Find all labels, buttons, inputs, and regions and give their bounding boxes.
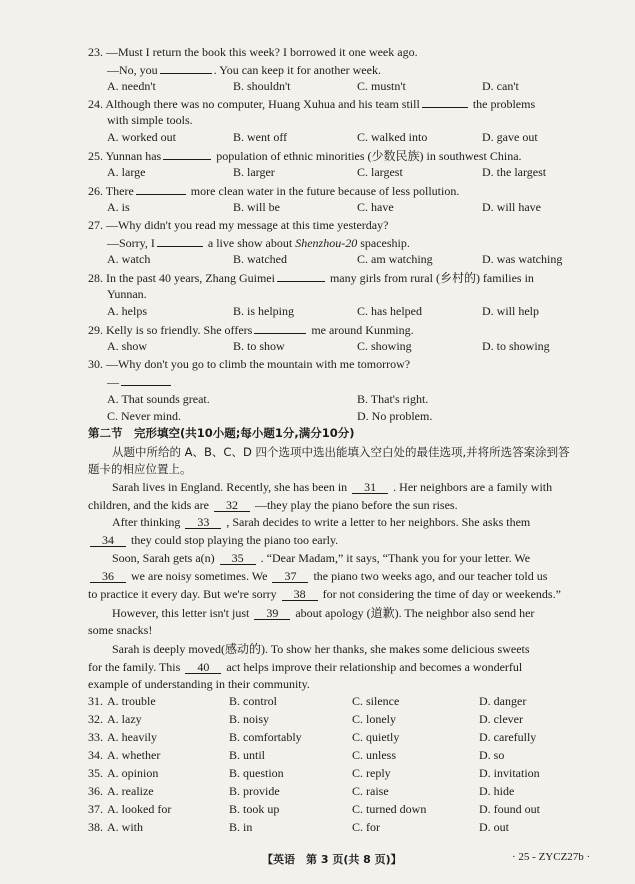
choice-option: A. lazy (107, 712, 142, 726)
question-number: 28. (88, 271, 103, 285)
choice-option: A. looked for (107, 802, 172, 816)
option-d: D. will have (482, 200, 541, 214)
cloze-blank: 39 (254, 607, 290, 620)
passage-text: Sarah lives in England. Recently, she has been in (112, 480, 348, 494)
passage-line (88, 623, 152, 638)
question-number: 23. (88, 45, 103, 59)
question-text: population of ethnic minorities (少数民族) in southwest China. (216, 149, 522, 163)
choice-option: A. with (107, 820, 143, 834)
section-instruction: 题卡的相应位置上。 (88, 462, 192, 476)
question-text: Although there was no computer, Huang Xuhua and his team still (105, 97, 420, 111)
option-b: B. shouldn't (233, 79, 291, 93)
question-text: — (107, 375, 119, 389)
answer-blank (163, 148, 211, 160)
section-title: 第二节 完形填空(共10小题;每小题1分,满分10分) (88, 426, 355, 440)
option-a: A. large (107, 165, 146, 179)
choice-number: 33. (88, 730, 103, 744)
passage-text: Sarah is deeply moved(感动的). To show her thanks, she makes some delicious sweets (112, 642, 530, 656)
option-c: C. mustn't (357, 79, 406, 93)
passage-line (88, 533, 338, 548)
answer-blank (121, 374, 171, 386)
passage-text: —they play the piano before the sun rises. (254, 498, 458, 512)
question-text: me around Kunming. (311, 323, 414, 337)
answer-blank (422, 96, 468, 108)
passage-line (88, 569, 547, 584)
choice-option: B. in (229, 820, 253, 834)
question-number: 26. (88, 184, 103, 198)
choice-option: D. carefully (479, 730, 537, 744)
option-d: D. to showing (482, 339, 550, 353)
passage-text: to practice it every day. But we're sorry (88, 587, 277, 601)
choice-option: C. silence (352, 694, 400, 708)
question-text: There (105, 184, 134, 198)
passage-text: for the family. This (88, 660, 181, 674)
question-23-line2 (107, 62, 381, 78)
choice-option: A. trouble (107, 694, 156, 708)
cloze-blank: 35 (220, 552, 256, 565)
choice-number: 37. (88, 802, 103, 816)
passage-text: the piano two weeks ago, and our teacher told us (313, 569, 548, 583)
question-text: Yunnan has (105, 149, 162, 163)
passage-line (112, 551, 530, 566)
passage-text: some snacks! (88, 623, 153, 637)
passage-text: they could stop playing the piano too early. (131, 533, 339, 547)
cloze-blank: 31 (352, 481, 388, 494)
passage-text: . Her neighbors are a family with (393, 480, 553, 494)
option-c: C. have (357, 200, 394, 214)
question-25 (88, 148, 522, 164)
choice-option: B. control (229, 694, 277, 708)
passage-text: However, this letter isn't just (112, 606, 250, 620)
answer-blank (157, 235, 203, 247)
choice-option: C. turned down (352, 802, 427, 816)
choice-number: 32. (88, 712, 103, 726)
cloze-blank: 36 (90, 570, 126, 583)
choice-number: 35. (88, 766, 103, 780)
choice-option: C. raise (352, 784, 389, 798)
option-c: C. showing (357, 339, 412, 353)
cloze-blank: 34 (90, 534, 126, 547)
option-d: D. No problem. (357, 409, 433, 423)
choice-number: 36. (88, 784, 103, 798)
answer-blank (160, 62, 212, 74)
question-number: 30. (88, 357, 103, 371)
choice-option: D. clever (479, 712, 523, 726)
option-b: B. is helping (233, 304, 295, 318)
option-a: A. worked out (107, 130, 176, 144)
option-d: D. will help (482, 304, 539, 318)
choice-option: A. whether (107, 748, 161, 762)
passage-text: example of understanding in their community. (88, 677, 310, 691)
option-c: C. has helped (357, 304, 422, 318)
choice-option: D. danger (479, 694, 527, 708)
cloze-blank: 32 (214, 499, 250, 512)
choice-option: C. reply (352, 766, 391, 780)
question-text: Yunnan. (107, 287, 147, 301)
cloze-blank: 37 (272, 570, 308, 583)
exam-code: · 25 - ZYCZ27b · (512, 851, 591, 863)
choice-option: A. opinion (107, 766, 159, 780)
question-24 (88, 96, 535, 112)
passage-line (88, 660, 522, 675)
question-30-line2 (107, 374, 173, 390)
choice-option: D. invitation (479, 766, 540, 780)
choice-option: C. quietly (352, 730, 400, 744)
option-b: B. to show (233, 339, 285, 353)
question-number: 29. (88, 323, 103, 337)
option-b: B. will be (233, 200, 280, 214)
question-number: 24. (88, 97, 103, 111)
choice-option: B. question (229, 766, 284, 780)
passage-text: act helps improve their relationship and becomes a wonderful (226, 660, 523, 674)
answer-blank (277, 270, 325, 282)
question-text: spaceship. (360, 236, 410, 250)
question-text-italic: Shenzhou-20 (295, 236, 358, 250)
choice-option: A. realize (107, 784, 154, 798)
passage-text: . “Dear Madam,” it says, “Thank you for your letter. We (260, 551, 531, 565)
question-text: —No, you (107, 63, 158, 77)
passage-text: about apology (道歉). The neighbor also send her (295, 606, 535, 620)
question-text: a live show about (207, 236, 293, 250)
question-text: —Must I return the book this week? I borrowed it one week ago. (106, 45, 418, 59)
option-a: A. watch (107, 252, 151, 266)
option-a: A. That sounds great. (107, 392, 210, 406)
passage-line (88, 677, 310, 692)
question-number: 27. (88, 218, 103, 232)
option-a: A. show (107, 339, 148, 353)
option-d: D. the largest (482, 165, 547, 179)
question-29 (88, 322, 414, 338)
question-text: —Why don't you go to climb the mountain with me tomorrow? (106, 357, 411, 371)
question-text: Kelly is so friendly. She offers (106, 323, 253, 337)
passage-line (88, 587, 561, 602)
question-text: with simple tools. (107, 113, 193, 127)
choice-option: B. noisy (229, 712, 270, 726)
option-c: C. walked into (357, 130, 428, 144)
question-text: more clean water in the future because of less pollution. (190, 184, 460, 198)
option-b: B. went off (233, 130, 288, 144)
choice-option: D. hide (479, 784, 515, 798)
choice-number: 38. (88, 820, 103, 834)
choice-option: B. until (229, 748, 266, 762)
question-27 (88, 218, 388, 233)
option-a: A. helps (107, 304, 147, 318)
page-footer: 【英语 第 3 页(共 8 页)】 (262, 853, 402, 866)
choice-option: B. comfortably (229, 730, 302, 744)
option-d: D. gave out (482, 130, 538, 144)
passage-text: After thinking (112, 515, 181, 529)
cloze-blank: 38 (282, 588, 318, 601)
question-text: . You can keep it for another week. (213, 63, 381, 77)
question-text: many girls from rural (乡村的) families in (329, 271, 534, 285)
question-number: 25. (88, 149, 103, 163)
question-23 (88, 45, 418, 60)
option-b: B. larger (233, 165, 275, 179)
cloze-blank: 40 (185, 661, 221, 674)
choice-option: C. for (352, 820, 380, 834)
option-c: C. Never mind. (107, 409, 181, 423)
choice-option: D. found out (479, 802, 540, 816)
question-27-line2 (107, 235, 410, 251)
question-30 (88, 357, 410, 372)
choice-option: B. provide (229, 784, 280, 798)
question-text: In the past 40 years, Zhang Guimei (106, 271, 275, 285)
passage-line (112, 515, 530, 530)
choice-option: C. unless (352, 748, 397, 762)
option-d: D. can't (482, 79, 519, 93)
option-a: A. is (107, 200, 130, 214)
option-a: A. needn't (107, 79, 156, 93)
passage-line (112, 606, 534, 621)
question-text: the problems (472, 97, 536, 111)
option-d: D. was watching (482, 252, 563, 266)
choice-option: D. so (479, 748, 505, 762)
choice-number: 34. (88, 748, 103, 762)
passage-text: for not considering the time of day or weekends.” (322, 587, 561, 601)
passage-text: , Sarah decides to write a letter to her neighbors. She asks them (226, 515, 531, 529)
question-28 (88, 270, 534, 286)
choice-option: B. took up (229, 802, 280, 816)
option-b: B. watched (233, 252, 287, 266)
answer-blank (254, 322, 306, 334)
question-text: —Sorry, I (107, 236, 155, 250)
choice-option: C. lonely (352, 712, 396, 726)
passage-text: children, and the kids are (88, 498, 209, 512)
cloze-blank: 33 (185, 516, 221, 529)
passage-line (112, 642, 530, 657)
passage-line (88, 498, 458, 513)
choice-number: 31. (88, 694, 103, 708)
passage-text: we are noisy sometimes. We (131, 569, 268, 583)
section-instruction: 从题中所给的 A、B、C、D 四个选项中选出能填入空白处的最佳选项,并将所选答案涂到答 (112, 445, 570, 459)
passage-line (112, 480, 552, 495)
choice-option: A. heavily (107, 730, 157, 744)
choice-option: D. out (479, 820, 509, 834)
answer-blank (136, 183, 186, 195)
question-26 (88, 183, 459, 199)
option-c: C. largest (357, 165, 403, 179)
option-b: B. That's right. (357, 392, 429, 406)
passage-text: Soon, Sarah gets a(n) (112, 551, 215, 565)
option-c: C. am watching (357, 252, 433, 266)
question-text: —Why didn't you read my message at this time yesterday? (106, 218, 389, 232)
